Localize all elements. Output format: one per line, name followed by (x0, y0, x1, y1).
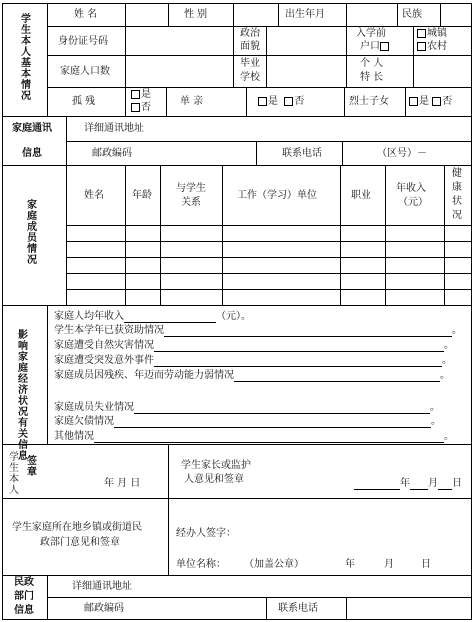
label-area-code: （区号）－ (377, 148, 427, 159)
gov-day: 日 (421, 559, 431, 570)
col-work: 工作（学习）单位 (237, 190, 317, 201)
handler-label: 经办人签字： (176, 528, 236, 539)
gov-label-1: 学生家庭所在地乡镇或街道民 (12, 522, 142, 533)
label-orphan: 孤 残 (72, 96, 96, 107)
gov-year: 年 (345, 559, 355, 570)
option-city: 城镇 (417, 28, 447, 40)
checkbox-pre-enroll[interactable] (380, 42, 389, 51)
guardian-label-1: 学生家长或监护 (181, 460, 251, 471)
label-pre-enroll-2: 户口 (360, 41, 390, 53)
checkbox-rural[interactable] (417, 42, 426, 51)
label-martyr: 烈士子女 (349, 96, 389, 107)
accident-line: 家庭遭受突发意外事件 。 (54, 355, 452, 366)
label-name: 姓 名 (74, 9, 98, 20)
label-skill-2: 特 长 (360, 72, 384, 83)
seal-label: （加盖公章） (244, 559, 304, 570)
label-postal: 邮政编码 (92, 148, 132, 159)
gov-label-2: 政部门意见和签章 (40, 537, 120, 548)
gov-phone-label: 联系电话 (278, 603, 318, 614)
student-sign-date: 年 月 日 (104, 478, 141, 489)
label-household: 家庭人口数 (60, 66, 110, 77)
section4-title: 影 响 家 庭 经 济 状 况 有 关 信 息 (18, 330, 28, 462)
label-gender: 性 别 (184, 9, 208, 20)
checkbox-city[interactable] (417, 29, 426, 38)
aid-line: 学生本学年已获资助情况 。 (54, 325, 462, 336)
label-pre-enroll-1: 入学前 (356, 28, 386, 39)
guardian-date: 年 月 日 (354, 478, 462, 490)
label-birth: 出生年月 (285, 9, 325, 20)
income-line: 家庭人均年收入 （元）。 (54, 311, 251, 322)
unemploy-line: 家庭成员失业情况 。 (54, 402, 440, 413)
label-grad-1: 毕业 (240, 58, 260, 69)
option-rural: 农村 (417, 41, 447, 53)
col-rel-2: 关系 (181, 197, 201, 208)
label-skill-1: 个 人 (360, 58, 384, 69)
col-age: 年龄 (132, 190, 152, 201)
col-health-2: 康 (452, 182, 462, 193)
section2-title-2: 信息 (22, 148, 42, 159)
gov-postal-label: 邮政编码 (84, 603, 124, 614)
label-id-no: 身份证号码 (58, 36, 108, 47)
section1-title: 学 生 本 人 基 本 情 况 (21, 14, 31, 102)
col-name: 姓名 (84, 190, 104, 201)
label-ethnicity: 民族 (402, 9, 422, 20)
martyr-options: 是 否 (409, 96, 452, 108)
section7-title-3: 信息 (14, 605, 34, 616)
col-health-3: 状 (452, 196, 462, 207)
checkbox-martyr-yes[interactable] (409, 97, 418, 106)
label-phone: 联系电话 (282, 148, 322, 159)
other-line: 其他情况 。 (54, 431, 454, 442)
label-political-2: 面貌 (240, 41, 260, 52)
checkbox-single-no[interactable] (284, 97, 293, 106)
section7-title-2: 部门 (14, 591, 34, 602)
section3-title: 家 庭 成 员 情 况 (27, 200, 37, 266)
label-single-parent: 单 亲 (180, 96, 204, 107)
checkbox-orphan-no[interactable] (131, 103, 140, 112)
orphan-yes: 是 (131, 89, 151, 101)
sign-label: 签 章 (27, 456, 37, 478)
student-sign-label: 学 生 本 人 (9, 452, 19, 496)
gov-address-label: 详细通讯地址 (72, 581, 132, 592)
disaster-line: 家庭遭受自然灾害情况 。 (54, 340, 454, 351)
gov-month: 月 (384, 559, 394, 570)
col-rel-1: 与学生 (176, 183, 206, 194)
debt-line: 家庭欠债情况 。 (54, 416, 441, 427)
checkbox-orphan-yes[interactable] (131, 90, 140, 99)
illness-line: 家庭成员因残疾、年迈而劳动能力弱情况 。 (54, 370, 450, 381)
col-job: 职业 (351, 190, 371, 201)
section7-title-1: 民政 (14, 577, 34, 588)
col-health-1: 健 (452, 168, 462, 179)
checkbox-martyr-no[interactable] (432, 97, 441, 106)
section2-title-1: 家庭通讯 (12, 123, 52, 134)
label-grad-2: 学校 (240, 72, 260, 83)
label-political-1: 政治 (240, 28, 260, 39)
label-address: 详细通讯地址 (84, 123, 144, 134)
orphan-no: 否 (131, 102, 151, 114)
checkbox-single-yes[interactable] (258, 97, 267, 106)
unit-label: 单位名称： (176, 559, 226, 570)
col-income-2: （元） (398, 197, 428, 208)
single-parent-options: 是 否 (258, 96, 304, 108)
col-health-4: 况 (452, 210, 462, 221)
guardian-label-2: 人意见和签章 (184, 474, 244, 485)
col-income-1: 年收入 (396, 183, 426, 194)
